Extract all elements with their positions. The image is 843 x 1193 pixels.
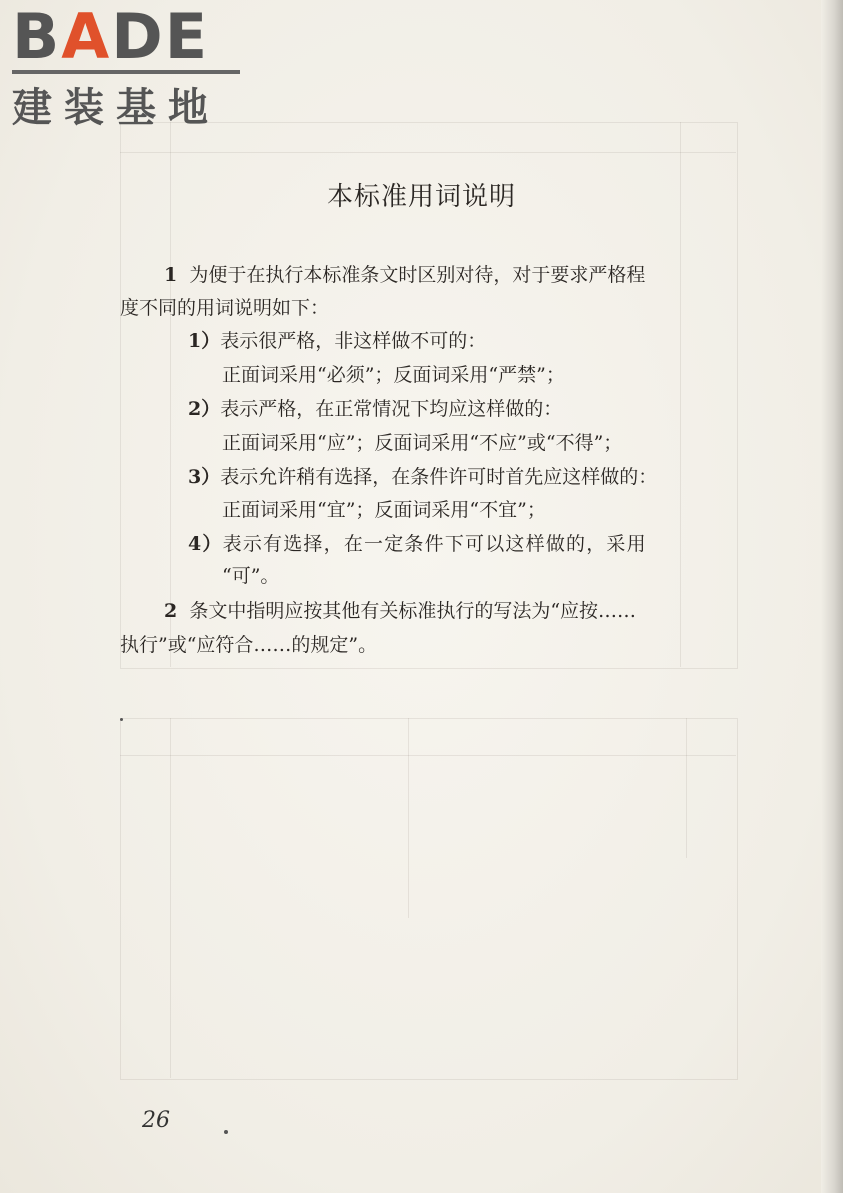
logo-chinese-text: 建装基地: [12, 85, 220, 131]
list-item-text: 表示允许稍有选择，在条件许可时首先应这样做的：: [220, 466, 658, 488]
list-item-number: 2）: [188, 398, 221, 420]
logo-letters: DE: [111, 0, 210, 73]
clause-2-line-1: [164, 598, 636, 625]
logo-wordmark: [12, 0, 244, 73]
bleed-through-line: [686, 718, 687, 858]
list-item-text: 表示严格，在正常情况下均应这样做的：: [220, 398, 563, 420]
clause-text: 为便于在执行本标准条文时区别对待，对于要求严格程: [189, 264, 646, 286]
print-speck: [224, 1130, 228, 1134]
logo-accent-letter: A: [61, 0, 112, 73]
bleed-through-line: [120, 152, 736, 153]
clause-text: 条文中指明应按其他有关标准执行的写法为“应按……: [189, 600, 637, 622]
list-item-4: [188, 531, 647, 558]
list-item-number: 1）: [188, 330, 221, 352]
bleed-through-table-bottom: [120, 718, 738, 1080]
clause-1-line-2: 度不同的用词说明如下：: [120, 297, 330, 319]
logo-letters: B: [12, 0, 62, 73]
bleed-through-line: [408, 718, 409, 918]
bleed-through-line: [120, 755, 736, 756]
page-number: 26: [142, 1108, 170, 1133]
print-speck: [120, 718, 123, 721]
list-item-number: 3）: [188, 466, 221, 488]
list-item-number: 4）: [188, 533, 223, 555]
list-item-3: [188, 464, 657, 491]
list-item-1-detail: 正面词采用“必须”；反面词采用“严禁”；: [222, 364, 565, 386]
list-item-text: 表示很严格，非这样做不可的：: [220, 330, 487, 352]
clause-1-line-1: [164, 262, 645, 289]
bade-logo: [12, 0, 244, 133]
list-item-4-detail: “可”。: [222, 565, 280, 587]
clause-number: 2: [164, 600, 178, 622]
list-item-text: 表示有选择，在一定条件下可以这样做的，采用: [222, 533, 647, 555]
list-item-3-detail: 正面词采用“宜”；反面词采用“不宜”；: [222, 499, 546, 521]
list-item-2-detail: 正面词采用“应”；反面词采用“不应”或“不得”；: [222, 432, 623, 454]
list-item-1: [188, 328, 486, 355]
clause-2-line-2: 执行”或“应符合……的规定”。: [120, 634, 378, 656]
bleed-through-line: [170, 718, 171, 1078]
list-item-2: [188, 396, 562, 423]
clause-number: 1: [164, 264, 178, 286]
section-title: 本标准用词说明: [326, 182, 516, 212]
